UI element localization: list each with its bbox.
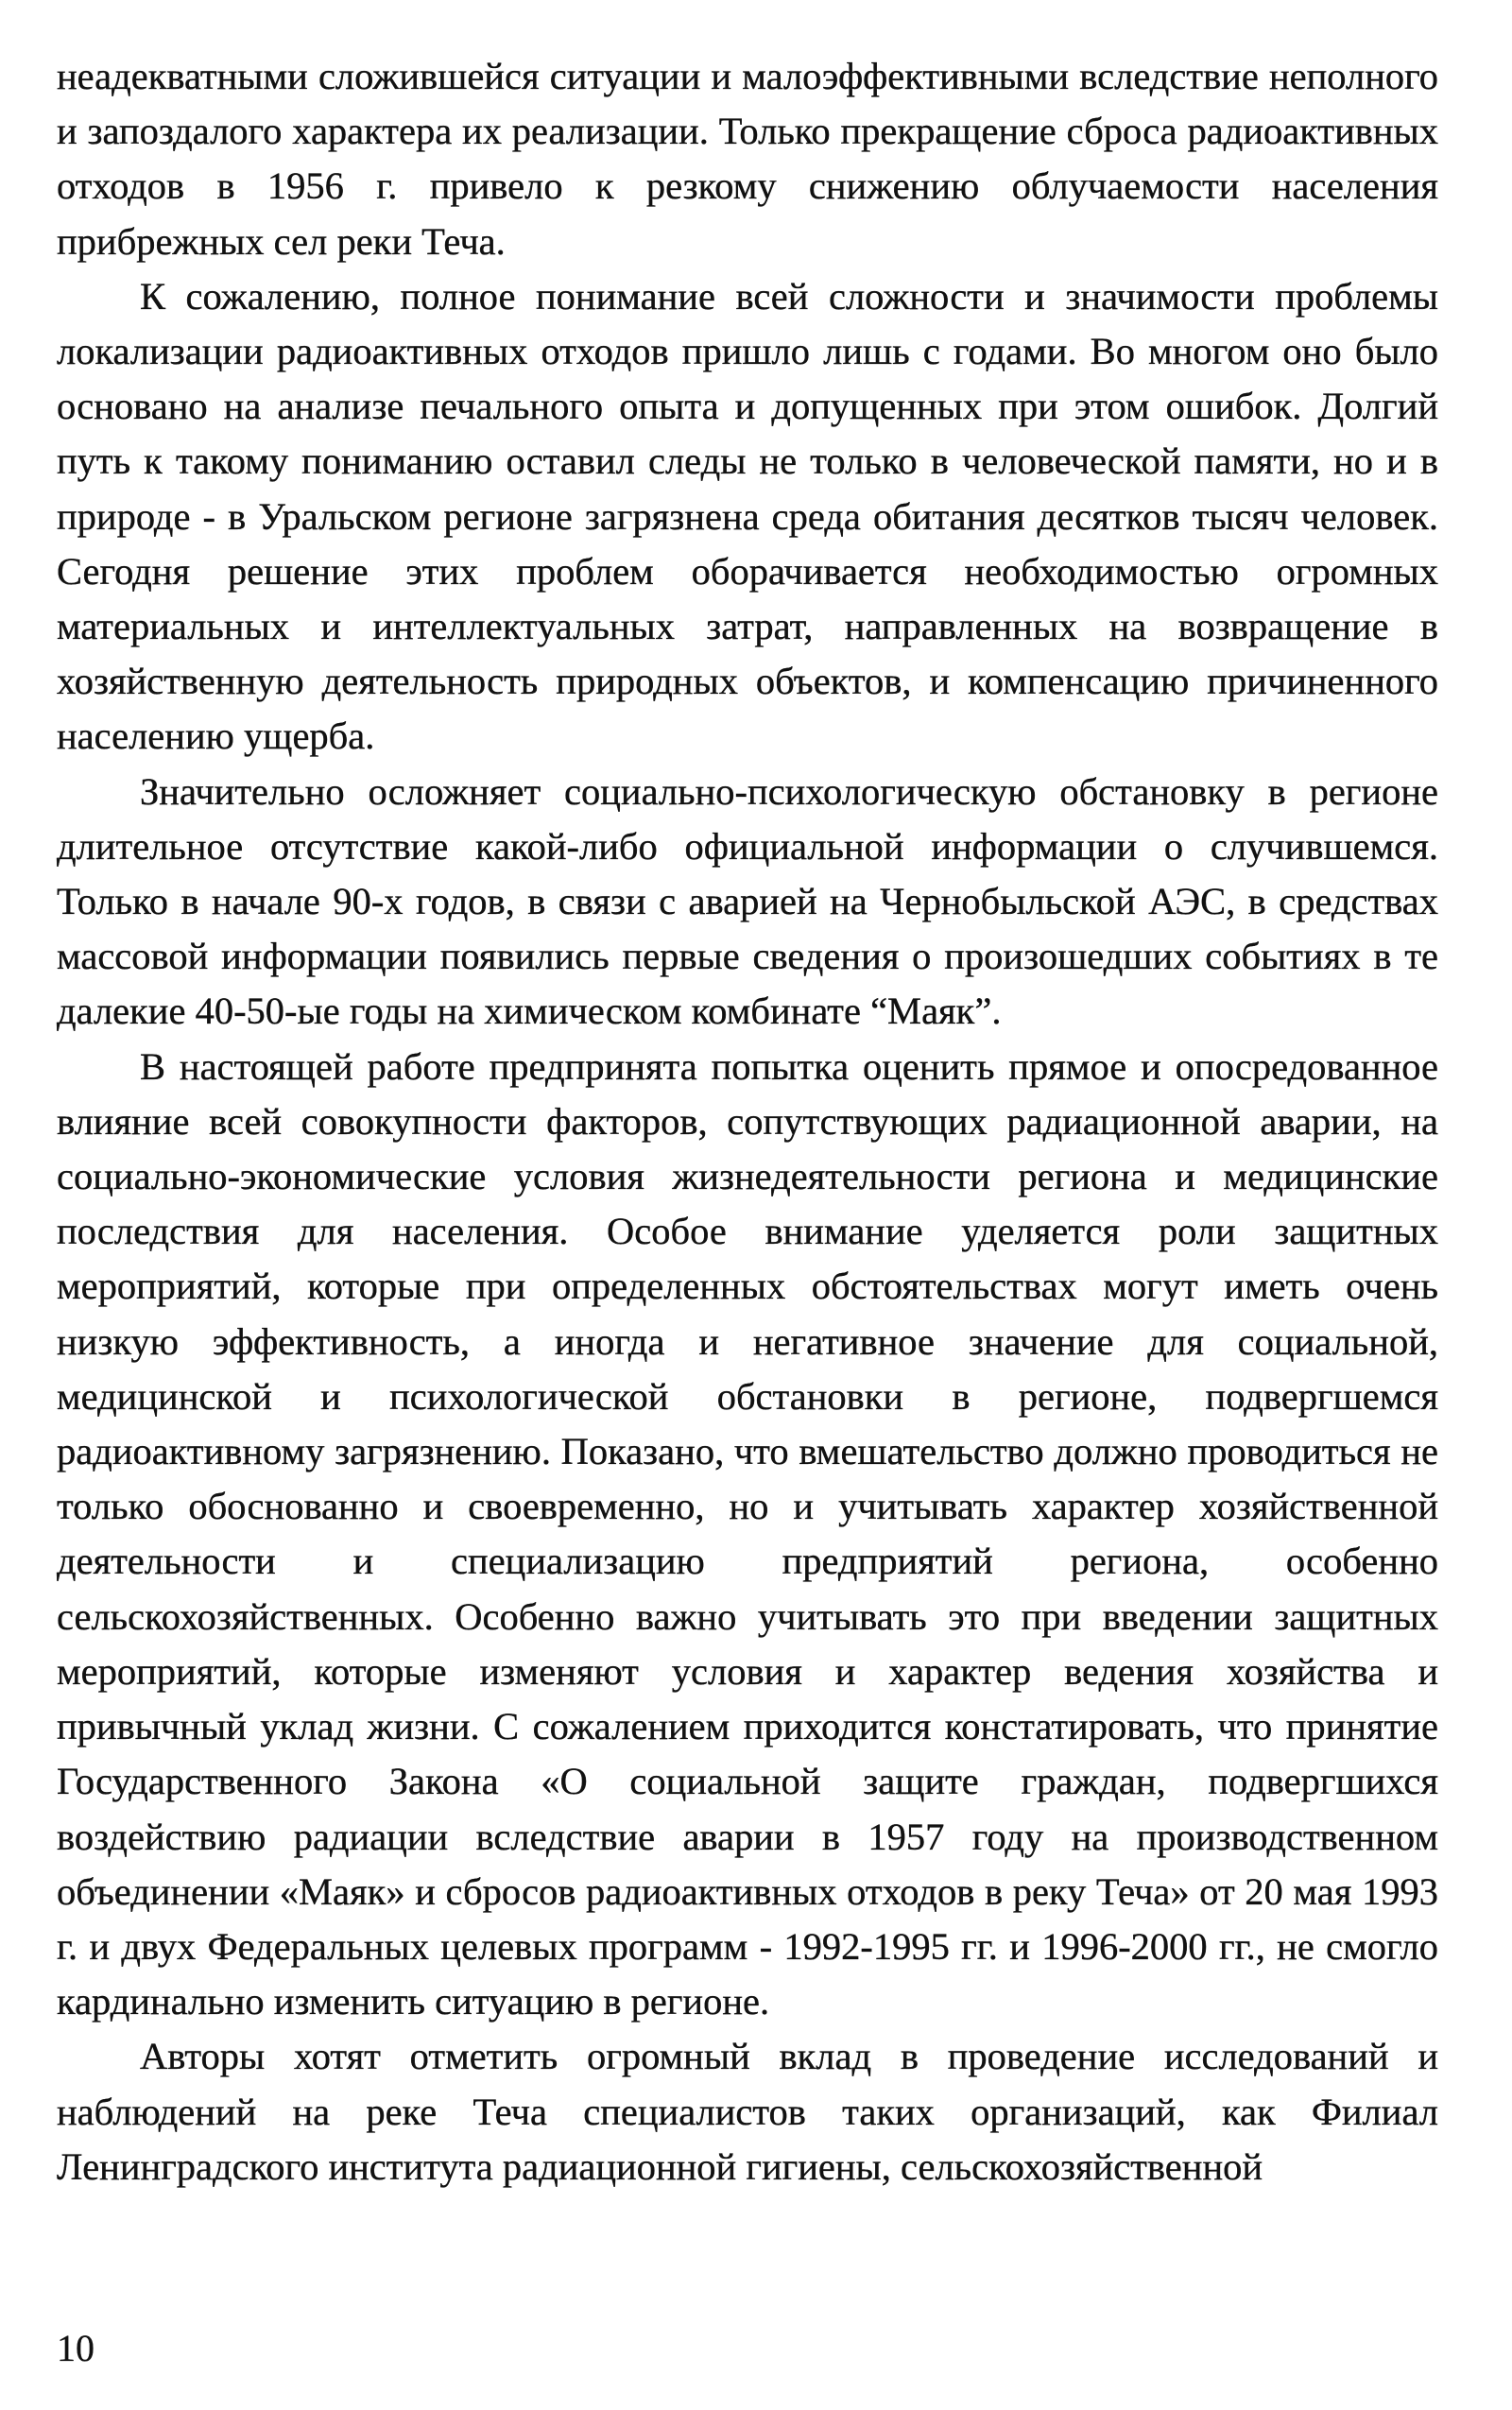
paragraph-continuation: неадекватными сложившейся ситуации и малоэффективными вследствие неполного и запоздалого характера их реализации. Только прекращение сброса радиоактивных отходов в 1956 г. привело к резкому снижению облучаемости населения прибрежных сел реки Теча.: [57, 55, 1438, 263]
paragraph-acknowledgement: Авторы хотят отметить огромный вклад в проведение исследований и наблюдений на реке Теча специалистов таких организаций, как Филиал Ленинградского института радиационной гигиены, сельскохозяйственной: [57, 2035, 1438, 2188]
body-text: [57, 49, 1438, 2195]
paragraph-information: Значительно осложняет социально-психологическую обстановку в регионе длительное отсутствие какой-либо официальной информации о случившемся. Только в начале 90-х годов, в связи с аварией на Чернобыльской АЭС, в средствах массовой информации появились первые сведения о произошедших событиях в те далекие 40-50-ые годы на химическом комбинате “Маяк”.: [57, 769, 1438, 1033]
paragraph-understanding: К сожалению, полное понимание всей сложности и значимости проблемы локализации радиоактивных отходов пришло лишь с годами. Во многом оно было основано на анализе печального опыта и допущенных при этом ошибок. Долгий путь к такому пониманию оставил следы не только в человеческой памяти, но и в природе - в Уральском регионе загрязнена среда обитания десятков тысяч человек. Сегодня решение этих проблем оборачивается необходимостью огромных материальных и интеллектуальных затрат, направленных на возвращение в хозяйственную деятельность природных объектов, и компенсацию причиненного населению ущерба.: [57, 274, 1438, 758]
page-number: 10: [57, 2327, 94, 2369]
paragraph-present-work: В настоящей работе предпринята попытка оценить прямое и опосредованное влияние всей совокупности факторов, сопутствующих радиационной аварии, на социально-экономические условия жизнедеятельности региона и медицинские последствия для населения. Особое внимание уделяется роли защитных мероприятий, которые при определенных обстоятельствах могут иметь очень низкую эффективность, а иногда и негативное значение для социальной, медицинской и психологической обстановки в регионе, подвергшемся радиоактивному загрязнению. Показано, что вмешательство должно проводиться не только обоснованно и своевременно, но и учитывать характер хозяйственной деятельности и специализацию предприятий региона, особенно сельскохозяйственных. Особенно важно учитывать это при введении защитных мероприятий, которые изменяют условия и характер ведения хозяйства и привычный уклад жизни. С сожалением приходится констатировать, что принятие Государственного Закона «О социальной защите граждан, подвергшихся воздействию радиации вследствие аварии в 1957 году на производственном объединении «Маяк» и сбросов радиоактивных отходов в реку Теча» от 20 мая 1993 г. и двух Федеральных целевых программ - 1992-1995 гг. и 1996-2000 гг., не смогло кардинально изменить ситуацию в регионе.: [57, 1044, 1438, 2023]
